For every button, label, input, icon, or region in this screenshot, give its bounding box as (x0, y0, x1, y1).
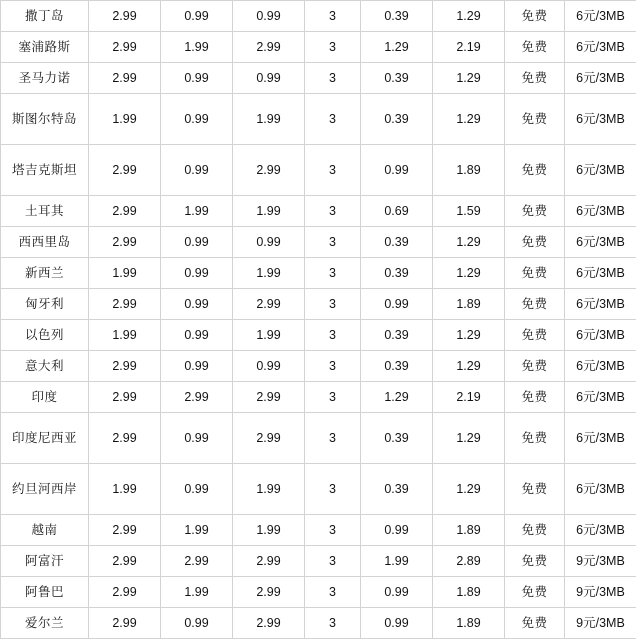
cell-rate-e: 1.29 (433, 258, 505, 289)
cell-region: 阿富汗 (1, 546, 89, 577)
cell-rate-e: 2.89 (433, 546, 505, 577)
cell-rate-a: 2.99 (89, 608, 161, 639)
cell-region: 塞浦路斯 (1, 32, 89, 63)
cell-rate-d: 0.99 (361, 608, 433, 639)
cell-rate-b: 0.99 (161, 258, 233, 289)
cell-rate-c: 2.99 (233, 413, 305, 464)
cell-rate-a: 2.99 (89, 227, 161, 258)
cell-count: 3 (305, 546, 361, 577)
cell-rate-c: 1.99 (233, 196, 305, 227)
cell-rate-a: 2.99 (89, 515, 161, 546)
cell-rate-b: 1.99 (161, 196, 233, 227)
cell-region: 意大利 (1, 351, 89, 382)
table-row (1, 32, 636, 63)
cell-free: 免费 (505, 464, 565, 515)
cell-package: 6元/3MB (565, 227, 636, 258)
cell-rate-a: 2.99 (89, 32, 161, 63)
cell-rate-d: 0.39 (361, 351, 433, 382)
cell-region: 越南 (1, 515, 89, 546)
table-row (1, 258, 636, 289)
cell-rate-c: 1.99 (233, 94, 305, 145)
cell-rate-d: 0.39 (361, 227, 433, 258)
cell-region: 撒丁岛 (1, 1, 89, 32)
cell-region: 以色列 (1, 320, 89, 351)
cell-region: 西西里岛 (1, 227, 89, 258)
cell-region: 匈牙利 (1, 289, 89, 320)
cell-rate-c: 1.99 (233, 515, 305, 546)
cell-count: 3 (305, 289, 361, 320)
cell-rate-d: 0.39 (361, 320, 433, 351)
cell-rate-d: 0.39 (361, 63, 433, 94)
cell-rate-e: 1.29 (433, 320, 505, 351)
cell-rate-a: 2.99 (89, 382, 161, 413)
table-row (1, 515, 636, 546)
cell-package: 6元/3MB (565, 515, 636, 546)
cell-free: 免费 (505, 94, 565, 145)
cell-rate-a: 1.99 (89, 258, 161, 289)
cell-free: 免费 (505, 32, 565, 63)
table-row (1, 608, 636, 639)
cell-rate-d: 1.99 (361, 546, 433, 577)
cell-count: 3 (305, 382, 361, 413)
cell-package: 6元/3MB (565, 320, 636, 351)
cell-free: 免费 (505, 196, 565, 227)
table-row (1, 577, 636, 608)
cell-rate-c: 2.99 (233, 546, 305, 577)
cell-rate-e: 1.59 (433, 196, 505, 227)
cell-free: 免费 (505, 382, 565, 413)
cell-package: 6元/3MB (565, 351, 636, 382)
cell-region: 阿鲁巴 (1, 577, 89, 608)
cell-rate-c: 2.99 (233, 608, 305, 639)
cell-rate-d: 0.99 (361, 515, 433, 546)
cell-package: 6元/3MB (565, 382, 636, 413)
cell-count: 3 (305, 464, 361, 515)
cell-free: 免费 (505, 1, 565, 32)
cell-rate-d: 0.39 (361, 94, 433, 145)
cell-package: 6元/3MB (565, 63, 636, 94)
table-row (1, 94, 636, 145)
cell-rate-d: 0.99 (361, 145, 433, 196)
cell-rate-b: 1.99 (161, 577, 233, 608)
cell-rate-c: 2.99 (233, 32, 305, 63)
cell-rate-c: 0.99 (233, 63, 305, 94)
table-row (1, 413, 636, 464)
cell-rate-e: 1.89 (433, 608, 505, 639)
cell-free: 免费 (505, 289, 565, 320)
cell-rate-a: 2.99 (89, 1, 161, 32)
cell-rate-e: 2.19 (433, 32, 505, 63)
cell-region: 印度尼西亚 (1, 413, 89, 464)
cell-rate-b: 2.99 (161, 546, 233, 577)
table-row (1, 1, 636, 32)
cell-free: 免费 (505, 546, 565, 577)
cell-package: 9元/3MB (565, 577, 636, 608)
cell-package: 6元/3MB (565, 258, 636, 289)
cell-count: 3 (305, 258, 361, 289)
cell-rate-c: 0.99 (233, 227, 305, 258)
cell-free: 免费 (505, 227, 565, 258)
cell-rate-b: 0.99 (161, 227, 233, 258)
cell-count: 3 (305, 63, 361, 94)
table-row (1, 464, 636, 515)
cell-count: 3 (305, 320, 361, 351)
cell-rate-d: 0.99 (361, 577, 433, 608)
cell-rate-e: 1.89 (433, 145, 505, 196)
table-row (1, 196, 636, 227)
cell-package: 6元/3MB (565, 94, 636, 145)
cell-free: 免费 (505, 608, 565, 639)
cell-rate-a: 1.99 (89, 464, 161, 515)
cell-rate-e: 1.29 (433, 227, 505, 258)
cell-rate-a: 2.99 (89, 351, 161, 382)
cell-rate-d: 0.39 (361, 464, 433, 515)
cell-rate-d: 0.99 (361, 289, 433, 320)
cell-rate-a: 1.99 (89, 94, 161, 145)
cell-package: 9元/3MB (565, 546, 636, 577)
cell-package: 6元/3MB (565, 464, 636, 515)
cell-rate-e: 1.89 (433, 515, 505, 546)
cell-rate-e: 1.29 (433, 1, 505, 32)
cell-rate-d: 0.39 (361, 413, 433, 464)
cell-count: 3 (305, 145, 361, 196)
cell-count: 3 (305, 577, 361, 608)
cell-rate-c: 0.99 (233, 351, 305, 382)
cell-package: 6元/3MB (565, 1, 636, 32)
cell-rate-c: 0.99 (233, 1, 305, 32)
cell-rate-b: 0.99 (161, 289, 233, 320)
cell-count: 3 (305, 1, 361, 32)
cell-rate-a: 2.99 (89, 145, 161, 196)
cell-package: 6元/3MB (565, 145, 636, 196)
cell-rate-d: 1.29 (361, 32, 433, 63)
cell-package: 9元/3MB (565, 608, 636, 639)
cell-region: 土耳其 (1, 196, 89, 227)
cell-free: 免费 (505, 577, 565, 608)
cell-package: 6元/3MB (565, 32, 636, 63)
cell-rate-d: 0.39 (361, 258, 433, 289)
table-row (1, 289, 636, 320)
cell-rate-c: 1.99 (233, 464, 305, 515)
table-row (1, 546, 636, 577)
cell-rate-d: 0.69 (361, 196, 433, 227)
cell-rate-b: 0.99 (161, 145, 233, 196)
cell-package: 6元/3MB (565, 289, 636, 320)
table-row (1, 320, 636, 351)
cell-rate-b: 0.99 (161, 1, 233, 32)
cell-rate-a: 2.99 (89, 289, 161, 320)
cell-rate-e: 1.29 (433, 413, 505, 464)
cell-region: 塔吉克斯坦 (1, 145, 89, 196)
cell-rate-a: 1.99 (89, 320, 161, 351)
cell-rate-e: 1.29 (433, 351, 505, 382)
cell-rate-b: 1.99 (161, 32, 233, 63)
cell-rate-c: 1.99 (233, 320, 305, 351)
cell-rate-b: 2.99 (161, 382, 233, 413)
cell-rate-b: 0.99 (161, 351, 233, 382)
cell-rate-c: 2.99 (233, 382, 305, 413)
cell-rate-e: 1.29 (433, 63, 505, 94)
cell-free: 免费 (505, 413, 565, 464)
table-row (1, 227, 636, 258)
cell-rate-b: 0.99 (161, 608, 233, 639)
cell-rate-c: 2.99 (233, 577, 305, 608)
cell-rate-c: 2.99 (233, 289, 305, 320)
cell-free: 免费 (505, 515, 565, 546)
cell-region: 斯图尔特岛 (1, 94, 89, 145)
cell-rate-b: 1.99 (161, 515, 233, 546)
cell-free: 免费 (505, 145, 565, 196)
cell-count: 3 (305, 515, 361, 546)
cell-rate-e: 1.29 (433, 94, 505, 145)
cell-rate-e: 2.19 (433, 382, 505, 413)
cell-count: 3 (305, 351, 361, 382)
cell-free: 免费 (505, 351, 565, 382)
cell-count: 3 (305, 32, 361, 63)
cell-free: 免费 (505, 320, 565, 351)
cell-rate-e: 1.29 (433, 464, 505, 515)
cell-rate-d: 1.29 (361, 382, 433, 413)
cell-rate-a: 2.99 (89, 577, 161, 608)
table-row (1, 145, 636, 196)
cell-free: 免费 (505, 63, 565, 94)
table-row (1, 382, 636, 413)
table-row (1, 351, 636, 382)
cell-count: 3 (305, 227, 361, 258)
cell-rate-a: 2.99 (89, 63, 161, 94)
cell-package: 6元/3MB (565, 196, 636, 227)
cell-rate-c: 1.99 (233, 258, 305, 289)
cell-rate-b: 0.99 (161, 413, 233, 464)
cell-free: 免费 (505, 258, 565, 289)
table-body (1, 1, 636, 639)
cell-count: 3 (305, 413, 361, 464)
table-row (1, 63, 636, 94)
cell-rate-a: 2.99 (89, 546, 161, 577)
cell-rate-b: 0.99 (161, 464, 233, 515)
cell-count: 3 (305, 94, 361, 145)
cell-rate-b: 0.99 (161, 320, 233, 351)
cell-region: 印度 (1, 382, 89, 413)
cell-rate-b: 0.99 (161, 63, 233, 94)
cell-region: 爱尔兰 (1, 608, 89, 639)
cell-count: 3 (305, 608, 361, 639)
cell-count: 3 (305, 196, 361, 227)
cell-rate-c: 2.99 (233, 145, 305, 196)
cell-package: 6元/3MB (565, 413, 636, 464)
cell-rate-d: 0.39 (361, 1, 433, 32)
cell-rate-e: 1.89 (433, 289, 505, 320)
cell-rate-e: 1.89 (433, 577, 505, 608)
cell-region: 约旦河西岸 (1, 464, 89, 515)
cell-rate-a: 2.99 (89, 196, 161, 227)
cell-rate-a: 2.99 (89, 413, 161, 464)
cell-region: 新西兰 (1, 258, 89, 289)
cell-rate-b: 0.99 (161, 94, 233, 145)
cell-region: 圣马力诺 (1, 63, 89, 94)
